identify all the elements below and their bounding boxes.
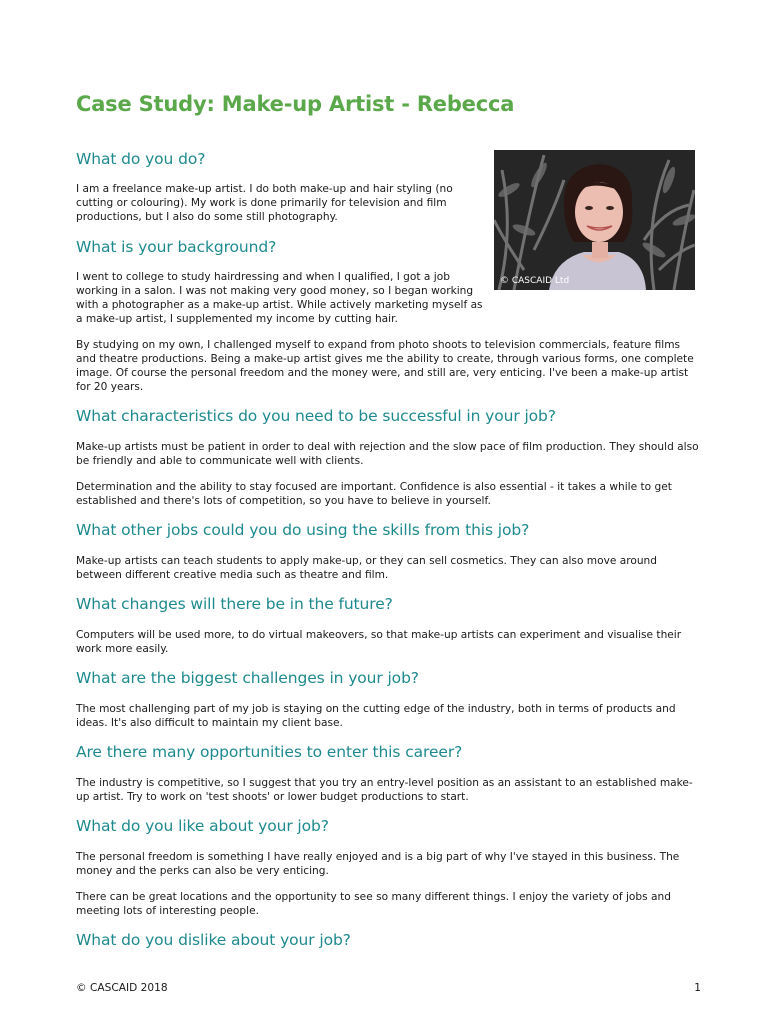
- page-number: 1: [694, 982, 701, 994]
- photo-credit: © CASCAID Ltd: [500, 276, 570, 286]
- page-title: Case Study: Make-up Artist - Rebecca: [76, 92, 515, 116]
- paragraph: There can be great locations and the opportunity to see so many different things. I enjoy the variety of jobs and meeting lots of interesting people.: [76, 891, 671, 917]
- heading-other-jobs: What other jobs could you do using the skills from this job?: [76, 521, 530, 539]
- paragraph: I went to college to study hairdressing and when I qualified, I got a job working in a salon. I was not making very good money, so I began working with a photographer as a make-up artist. While actively marketing myself as a make-up artist, I supplemented my income by cutting hair.: [76, 271, 483, 325]
- heading-future-changes: What changes will there be in the future?: [76, 595, 393, 613]
- heading-background: What is your background?: [76, 238, 277, 256]
- footer-copyright: © CASCAID 2018: [76, 982, 168, 994]
- paragraph: By studying on my own, I challenged myself to expand from photo shoots to television commercials, feature films and theatre productions. Being a make-up artist gives me the ability to create, through various forms, one complete image. Of course the personal freedom and the money were, and still are, very enticing. I've been a make-up artist for 20 years.: [76, 339, 694, 393]
- heading-what-do-you-do: What do you do?: [76, 150, 206, 168]
- heading-dislikes: What do you dislike about your job?: [76, 931, 351, 949]
- heading-opportunities: Are there many opportunities to enter this career?: [76, 743, 463, 761]
- paragraph: Make-up artists can teach students to apply make-up, or they can sell cosmetics. They can also move around between different creative media such as theatre and film.: [76, 555, 657, 581]
- paragraph: The personal freedom is something I have really enjoyed and is a big part of why I've stayed in this business. The money and the perks can also be very enticing.: [76, 851, 680, 877]
- paragraph: Determination and the ability to stay focused are important. Confidence is also essential - it takes a while to get established and there's lots of competition, so you have to believe in yourself.: [76, 481, 672, 507]
- paragraph: The most challenging part of my job is staying on the cutting edge of the industry, both in terms of products and ideas. It's also difficult to maintain my client base.: [76, 703, 676, 729]
- paragraph: I am a freelance make-up artist. I do both make-up and hair styling (no cutting or colouring). My work is done primarily for television and film productions, but I also do some still photography.: [76, 183, 453, 223]
- paragraph: The industry is competitive, so I suggest that you try an entry-level position as an assistant to an established make-up artist. Try to work on 'test shoots' or lower budget productions to start.: [76, 777, 693, 803]
- paragraph: Make-up artists must be patient in order to deal with rejection and the slow pace of film production. They should also be friendly and able to communicate well with clients.: [76, 441, 699, 467]
- paragraph: Computers will be used more, to do virtual makeovers, so that make-up artists can experiment and visualise their work more easily.: [76, 629, 682, 655]
- portrait-photo: [494, 150, 695, 290]
- heading-characteristics: What characteristics do you need to be successful in your job?: [76, 407, 556, 425]
- heading-likes: What do you like about your job?: [76, 817, 329, 835]
- heading-challenges: What are the biggest challenges in your job?: [76, 669, 419, 687]
- portrait-illustration: [494, 150, 695, 290]
